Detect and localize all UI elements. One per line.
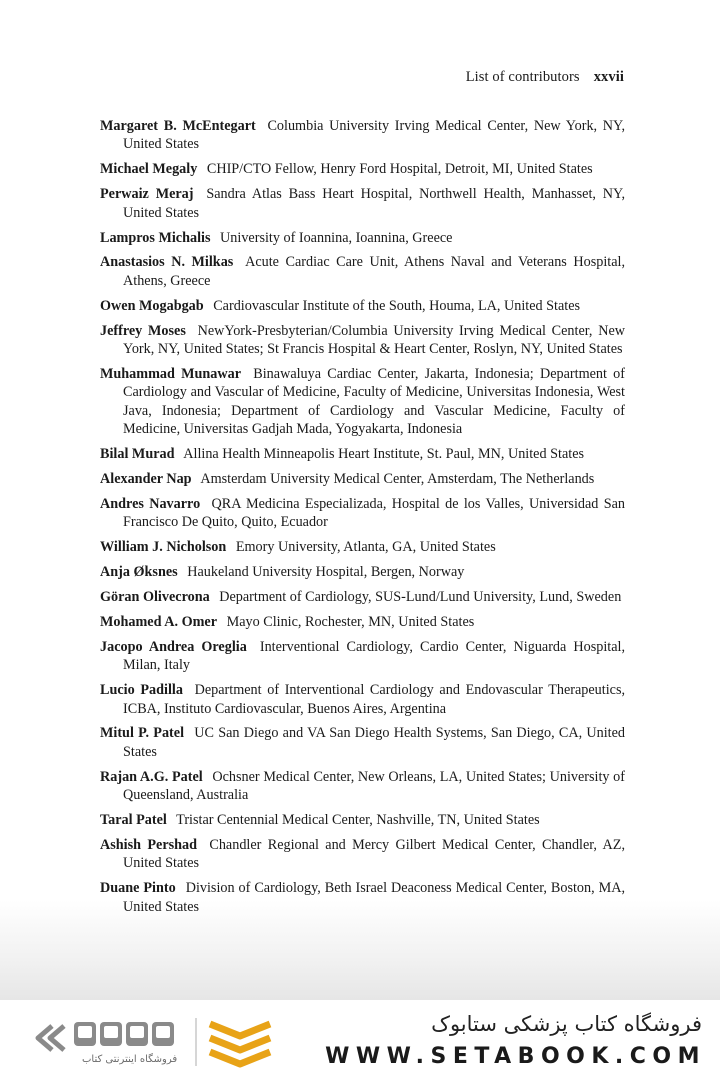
contributor-affiliation: Department of Cardiology, SUS-Lund/Lund University, Lund, Sweden [219,589,622,606]
contributor-affiliation: Haukeland University Hospital, Bergen, Norway [187,564,465,581]
shop-title: فروشگاه کتاب پزشکی ستابوک [431,1012,702,1036]
contributor-entry [100,588,625,606]
logo-subtitle: فروشگاه اینترنتی کتاب [82,1054,178,1065]
contributor-name: Duane Pinto [100,880,176,897]
contributor-name: Muhammad Munawar [100,365,242,382]
section-title: List of contributors [465,69,580,85]
contributor-entry [100,563,625,581]
contributor-entry [100,117,625,154]
contributor-name: Lucio Padilla [100,682,183,699]
contributor-name: Anja Øksnes [100,564,178,581]
shop-url-link[interactable]: WWW.SETABOOK.COM [325,1044,706,1069]
contributor-name: Anastasios N. Milkas [100,254,234,271]
contributor-affiliation: Acute Cardiac Care Unit, Athens Naval and Veterans Hospital, Athens, Greece [123,254,625,289]
contributor-affiliation: UC San Diego and VA San Diego Health Systems, San Diego, CA, United States [123,725,625,760]
contributor-entry [100,495,625,532]
contributor-name: Jacopo Andrea Oreglia [100,638,247,655]
running-head [466,69,624,86]
contributor-entry [100,445,625,463]
watermark-banner [0,1000,720,1080]
contributor-entry [100,297,625,315]
contributor-name: Margaret B. McEntegart [100,118,256,134]
setabook-logo [34,1014,274,1070]
contributor-name: Mohamed A. Omer [100,613,218,630]
contributor-affiliation: University of Ioannina, Ioannina, Greece [220,229,453,246]
contributor-entry [100,322,625,359]
contributor-entry [100,811,625,829]
contributor-list [100,117,625,923]
contributor-affiliation: Emory University, Atlanta, GA, United States [235,539,496,556]
contributor-entry [100,538,625,556]
contributor-affiliation: Allina Health Minneapolis Heart Institute, St. Paul, MN, United States [183,446,585,463]
contributor-affiliation: QRA Medicina Especializada, Hospital de los Valles, Universidad San Francisco De Quito, Quito, Ecuador [123,495,625,531]
contributor-affiliation: Sandra Atlas Bass Heart Hospital, Northwell Health, Manhasset, NY, United States [123,186,625,221]
contributor-affiliation: CHIP/CTO Fellow, Henry Ford Hospital, Detroit, MI, United States [206,161,593,178]
contributor-entry [100,229,625,247]
contributor-affiliation: Amsterdam University Medical Center, Amsterdam, The Netherlands [200,471,595,487]
contributor-name: Ashish Pershad [100,837,198,853]
contributor-name: Mitul P. Patel [100,725,185,742]
contributor-affiliation: Mayo Clinic, Rochester, MN, United States [226,613,475,630]
contributor-entry [100,365,625,439]
contributor-entry [100,836,625,873]
contributor-name: Jeffrey Moses [100,322,186,339]
contributor-entry [100,879,625,916]
contributor-name: Bilal Murad [100,446,175,463]
contributor-name: Perwaiz Meraj [100,186,194,203]
contributor-name: Andres Navarro [100,495,201,512]
contributor-name: William J. Nicholson [100,539,227,556]
contributor-name: Owen Mogabgab [100,297,204,314]
contributor-entry [100,724,625,761]
contributor-entry [100,638,625,675]
contributor-affiliation: NewYork-Presbyterian/Columbia University Irving Medical Center, New York, NY, United States; St Francis Hospital & Heart Center, Roslyn, NY, United States [123,322,626,358]
contributor-name: Göran Olivecrona [100,589,210,606]
contributor-affiliation: Interventional Cardiology, Cardio Center, Niguarda Hospital, Milan, Italy [123,638,626,674]
contributor-affiliation: Chandler Regional and Mercy Gilbert Medical Center, Chandler, AZ, United States [123,837,625,872]
contributor-name: Alexander Nap [100,471,192,487]
contributor-name: Rajan A.G. Patel [100,768,203,785]
contributor-entry [100,253,625,290]
contributor-affiliation: Binawaluya Cardiac Center, Jakarta, Indonesia; Department of Cardiology and Vascular of Medicine, Faculty of Medicine, Universitas Indonesia, West Java, Indonesia; Department of Cardiology and Vascular Medicine, Faculty of Medicine, Universitas Gadjah Mada, Yogyakarta, Indonesia [123,365,626,438]
page-number: xxvii [593,69,624,85]
contributor-entry [100,185,625,222]
contributor-name: Michael Megaly [100,161,198,178]
contributor-affiliation: Ochsner Medical Center, New Orleans, LA, United States; University of Queensland, Australia [123,768,625,804]
contributor-name: Taral Patel [100,812,167,829]
contributor-affiliation: Department of Interventional Cardiology and Endovascular Therapeutics, ICBA, Instituto Cardiovascular, Buenos Aires, Argentina [123,682,626,717]
contributor-affiliation: Tristar Centennial Medical Center, Nashville, TN, United States [176,812,540,829]
contributor-entry [100,768,625,805]
contributor-entry [100,470,625,488]
contributor-affiliation: Cardiovascular Institute of the South, Houma, LA, United States [213,297,581,314]
contributor-affiliation: Columbia University Irving Medical Center, New York, NY, United States [123,118,626,153]
contributor-entry [100,681,625,718]
contributor-affiliation: Division of Cardiology, Beth Israel Deaconess Medical Center, Boston, MA, United States [123,880,626,915]
contributor-entry [100,160,625,178]
contributor-entry [100,613,625,631]
contributor-name: Lampros Michalis [100,229,211,246]
